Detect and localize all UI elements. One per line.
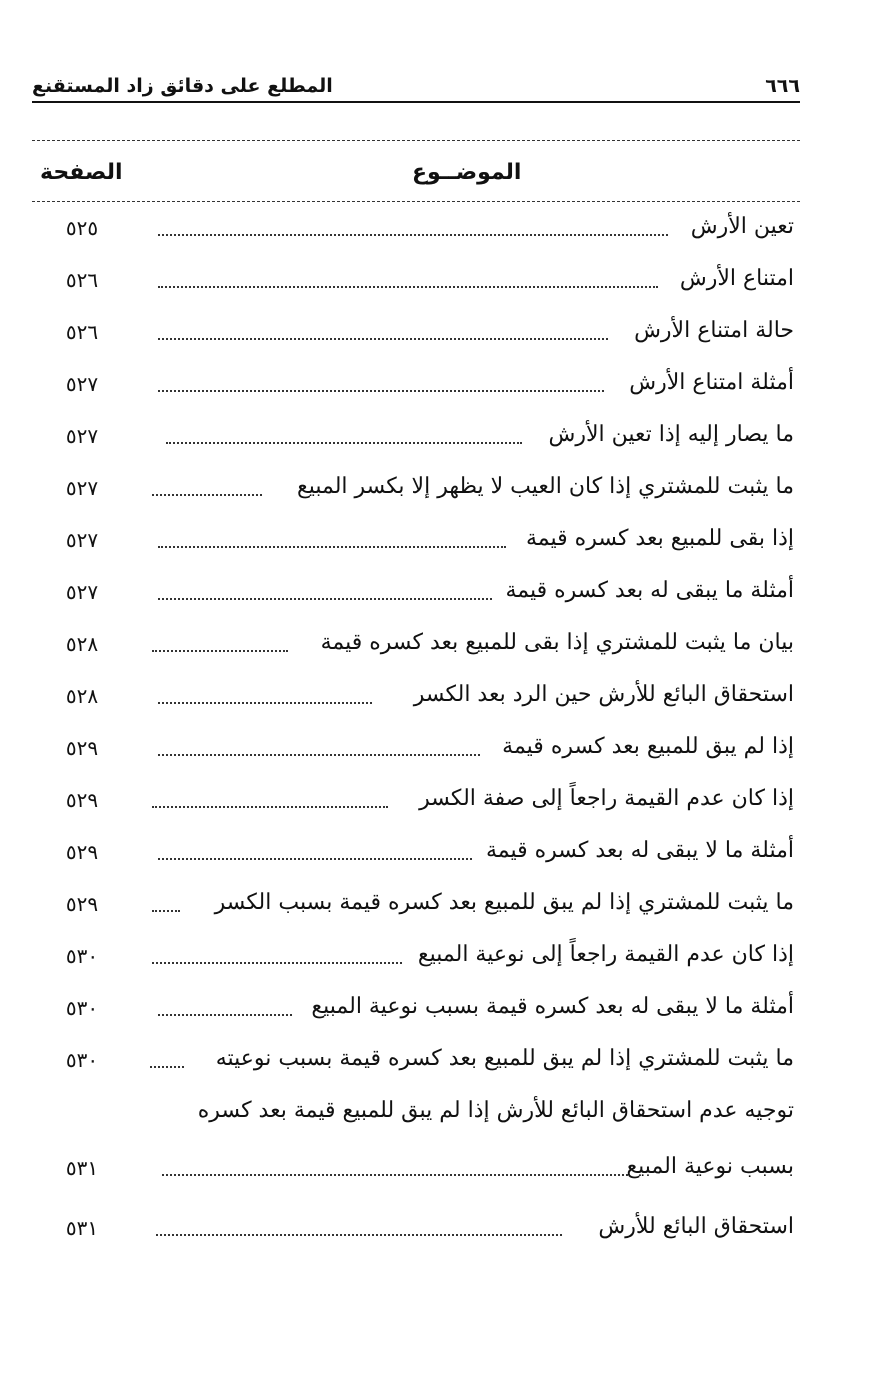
entry-title: أمثلة ما يبقى له بعد كسره قيمة: [505, 578, 794, 603]
toc-entry: [32, 1150, 800, 1190]
leader-dots: [150, 1066, 184, 1070]
entry-page: ٥٣٠: [65, 944, 99, 968]
leader-dots: [158, 338, 608, 342]
entry-title: ما يثبت للمشتري إذا لم يبق للمبيع بعد كسره قيمة بسبب نوعيته: [215, 1046, 794, 1071]
entry-title: أمثلة ما لا يبقى له بعد كسره قيمة: [485, 838, 794, 863]
toc-entry: [32, 1210, 800, 1250]
leader-dots: [158, 390, 604, 394]
leader-dots: [152, 806, 388, 810]
entry-title: توجيه عدم استحقاق البائع للأرش إذا لم يبق للمبيع قيمة بعد كسره: [197, 1098, 794, 1123]
entry-page: ٥٣١: [65, 1156, 99, 1180]
leader-dots: [158, 286, 658, 290]
entry-title: إذا كان عدم القيمة راجعاً إلى صفة الكسر: [419, 786, 794, 811]
entry-page: ٥٢٧: [65, 476, 99, 500]
book-title: المطلع على دقائق زاد المستقنع: [32, 75, 333, 97]
leader-dots: [158, 702, 372, 706]
leader-dots: [158, 234, 668, 238]
leader-dots: [152, 650, 288, 654]
toc-entry: [32, 886, 800, 926]
leader-dots: [166, 442, 522, 446]
entry-page: ٥٢٩: [65, 736, 99, 760]
leader-dots: [152, 910, 180, 914]
toc-entry: [32, 730, 800, 770]
entry-page: ٥٣٠: [65, 1048, 99, 1072]
leader-dots: [158, 754, 480, 758]
dotted-divider: [32, 140, 800, 141]
entry-page: ٥٢٦: [65, 268, 99, 292]
topic-column-header: الموضــوع: [412, 160, 522, 185]
entry-page: ٥٢٧: [65, 580, 99, 604]
toc-entry: [32, 938, 800, 978]
header-rule: [32, 101, 800, 103]
toc-entry: [32, 418, 800, 458]
entry-page: ٥٢٩: [65, 840, 99, 864]
toc-entry: [32, 990, 800, 1030]
toc-entry: [32, 1042, 800, 1082]
leader-dots: [156, 1234, 562, 1238]
entry-title: إذا بقى للمبيع بعد كسره قيمة: [526, 526, 794, 551]
entry-page: ٥٢٧: [65, 372, 99, 396]
leader-dots: [162, 1174, 628, 1178]
leader-dots: [158, 858, 472, 862]
entry-title: تعين الأرش: [690, 214, 794, 239]
toc-entry: [32, 262, 800, 302]
toc-entry: [32, 678, 800, 718]
toc-entry: [32, 1094, 800, 1134]
toc-entry: [32, 470, 800, 510]
entry-title: بسبب نوعية المبيع: [626, 1154, 794, 1179]
entry-title: ما يثبت للمشتري إذا كان العيب لا يظهر إلا بكسر المبيع: [297, 474, 794, 499]
toc-entry: [32, 574, 800, 614]
toc-entry: [32, 210, 800, 250]
dotted-divider: [32, 201, 800, 202]
entry-title: أمثلة امتناع الأرش: [629, 370, 794, 395]
leader-dots: [158, 1014, 292, 1018]
entry-page: ٥٢٨: [65, 684, 99, 708]
leader-dots: [158, 598, 492, 602]
entry-page: ٥٢٧: [65, 528, 99, 552]
entry-page: ٥٢٦: [65, 320, 99, 344]
toc-entry: [32, 834, 800, 874]
toc-entry: [32, 626, 800, 666]
entry-page: ٥٢٧: [65, 424, 99, 448]
entry-title: حالة امتناع الأرش: [634, 318, 794, 343]
toc-entry: [32, 366, 800, 406]
page-number: ٦٦٦: [765, 75, 800, 97]
entry-title: ما يثبت للمشتري إذا لم يبق للمبيع بعد كسره قيمة بسبب الكسر: [214, 890, 794, 915]
entry-page: ٥٢٨: [65, 632, 99, 656]
entry-title: إذا لم يبق للمبيع بعد كسره قيمة: [502, 734, 794, 759]
entry-page: ٥٢٩: [65, 892, 99, 916]
entry-title: امتناع الأرش: [679, 266, 794, 291]
toc-entry: [32, 782, 800, 822]
leader-dots: [152, 494, 262, 498]
entry-title: استحقاق البائع للأرش حين الرد بعد الكسر: [413, 682, 794, 707]
entry-title: إذا كان عدم القيمة راجعاً إلى نوعية المبيع: [417, 942, 794, 967]
leader-dots: [152, 962, 402, 966]
entry-page: ٥٣١: [65, 1216, 99, 1240]
leader-dots: [158, 546, 506, 550]
entry-page: ٥٢٩: [65, 788, 99, 812]
entry-title: بيان ما يثبت للمشتري إذا بقى للمبيع بعد كسره قيمة: [320, 630, 794, 655]
toc-entry: [32, 522, 800, 562]
page-column-header: الصفحة: [40, 160, 123, 185]
entry-page: ٥٢٥: [65, 216, 99, 240]
entry-title: أمثلة ما لا يبقى له بعد كسره قيمة بسبب نوعية المبيع: [311, 994, 794, 1019]
toc-entry: [32, 314, 800, 354]
entry-page: ٥٣٠: [65, 996, 99, 1020]
entry-title: استحقاق البائع للأرش: [598, 1214, 794, 1239]
entry-title: ما يصار إليه إذا تعين الأرش: [548, 422, 794, 447]
column-headers: [32, 160, 800, 196]
running-head: [32, 72, 800, 100]
